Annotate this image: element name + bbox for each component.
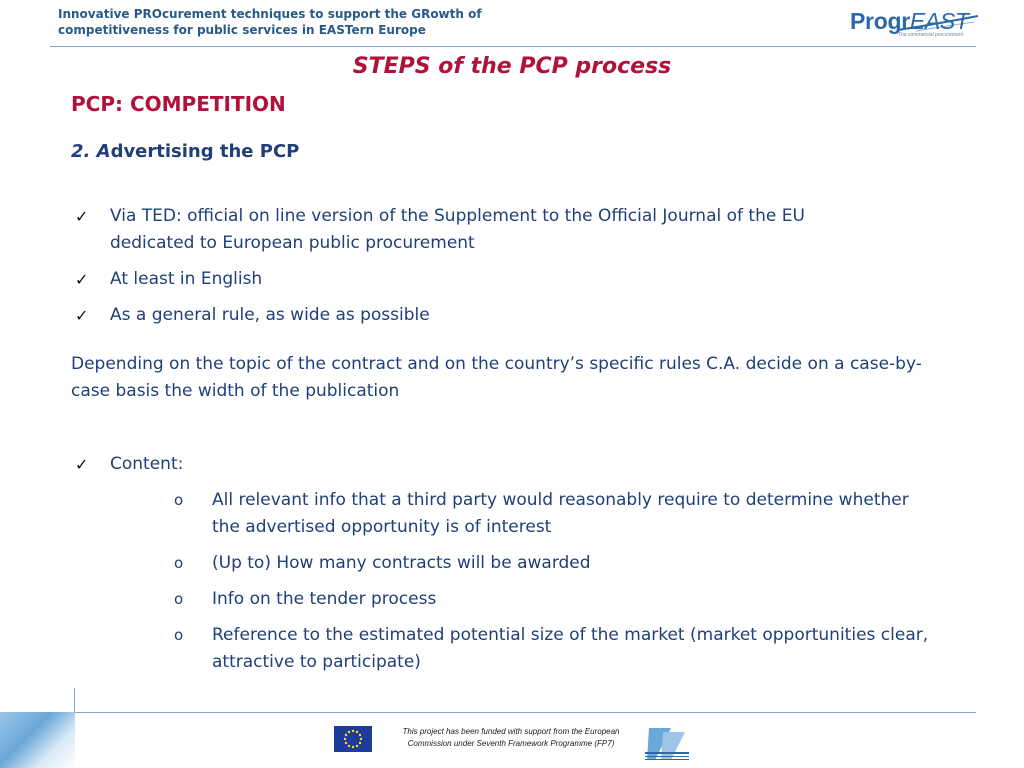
advertising-checklist — [71, 203, 891, 338]
list-item — [171, 550, 941, 577]
publication-paragraph: Depending on the topic of the contract and on the country’s specific rules C.A. decide on a case-by-case basis the width of the publication — [71, 354, 922, 401]
list-item — [71, 203, 891, 257]
logo-wordmark — [850, 8, 969, 34]
circle-bullet-icon: o — [174, 491, 184, 509]
logo-part-2: EAST — [909, 8, 969, 34]
sub-heading-number: 2. A — [71, 141, 111, 162]
eu-flag-icon — [334, 726, 372, 752]
checkmark-icon: ✓ — [75, 306, 89, 325]
sub-heading — [71, 141, 299, 162]
funding-line-2: Commission under Seventh Framework Programme (FP7) — [407, 739, 615, 748]
footer-vertical-divider — [74, 688, 75, 712]
sub-heading-text: dvertising the PCP — [110, 141, 300, 162]
fp7-logo-icon — [641, 722, 693, 766]
list-item-text: At least in English — [110, 269, 263, 289]
header-project-title — [58, 6, 482, 38]
header-divider — [50, 46, 976, 47]
funding-line-1: This project has been funded with support from the European — [402, 727, 620, 736]
list-item — [71, 266, 891, 293]
slide-title: STEPS of the PCP process — [352, 54, 672, 79]
circle-bullet-icon: o — [174, 626, 184, 644]
list-item-text: As a general rule, as wide as possible — [110, 305, 430, 325]
logo-part-1: Progr — [850, 8, 910, 34]
list-item-text: All relevant info that a third party would reasonably require to determine whether the advertised opportunity is of interest — [212, 490, 909, 537]
list-item — [71, 302, 891, 329]
content-sub-list — [171, 487, 941, 685]
checkmark-icon: ✓ — [75, 270, 89, 289]
header-line-1: Innovative PROcurement techniques to support the GRowth of — [58, 7, 482, 21]
section-heading: PCP: COMPETITION — [71, 92, 286, 116]
list-item — [171, 622, 941, 676]
funding-notice — [376, 726, 646, 750]
circle-bullet-icon: o — [174, 590, 184, 608]
footer-divider — [74, 712, 976, 713]
list-item-text: Via TED: official on line version of the Supplement to the Official Journal of the EU dedicated to European public procurement — [110, 206, 805, 253]
eu-stars-icon — [334, 726, 372, 752]
checkmark-icon: ✓ — [75, 455, 89, 474]
footer-decoration — [0, 712, 75, 768]
fp7-emblem-icon — [641, 722, 693, 766]
content-item — [71, 451, 510, 478]
list-item-text: Reference to the estimated potential size of the market (market opportunities clear, attractive to participate) — [212, 625, 929, 672]
checkmark-icon: ✓ — [75, 207, 89, 226]
list-item-text: (Up to) How many contracts will be awarded — [212, 553, 591, 573]
logo-tagline: The commercial procurement — [898, 32, 964, 38]
progreast-logo — [846, 4, 986, 44]
content-label: Content: — [110, 454, 184, 474]
list-item — [171, 586, 941, 613]
list-item — [171, 487, 941, 541]
header-line-2: competitiveness for public services in EASTern Europe — [58, 23, 426, 37]
list-item-text: Info on the tender process — [212, 589, 437, 609]
circle-bullet-icon: o — [174, 554, 184, 572]
